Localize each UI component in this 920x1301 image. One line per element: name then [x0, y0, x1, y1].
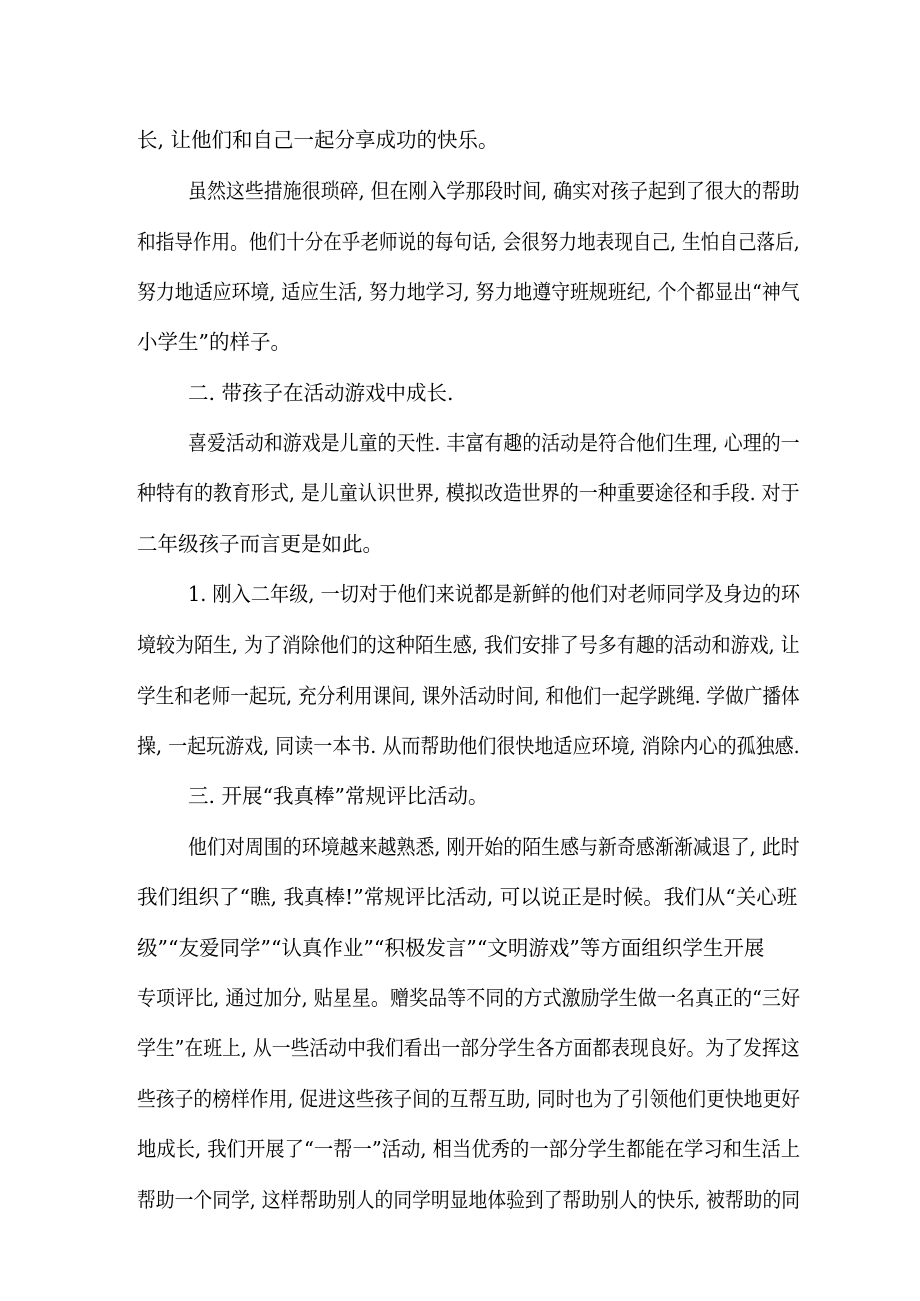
text-line-15: 他们对周围的环境越来越熟悉, 刚开始的陌生感与新奇感渐渐减退了, 此时 — [188, 835, 800, 859]
text-line-11: 境较为陌生, 为了消除他们的这种陌生感, 我们安排了号多有趣的活动和游戏, 让 — [137, 633, 800, 657]
text-line-2: 虽然这些措施很琐碎, 但在刚入学那段时间, 确实对孩子起到了很大的帮助 — [188, 179, 800, 203]
section-heading-3: 三. 开展“我真棒”常规评比活动。 — [188, 784, 489, 808]
text-line-1: 长, 让他们和自己一起分享成功的快乐。 — [137, 128, 499, 152]
text-line-5: 小学生”的样子。 — [137, 330, 291, 354]
text-line-21: 地成长, 我们开展了“一帮一”活动, 相当优秀的一部分学生都能在学习和生活上 — [137, 1137, 801, 1161]
text-line-20: 些孩子的榜样作用, 促进这些孩子间的互帮互助, 同时也为了引领他们更快地更好 — [137, 1087, 801, 1111]
text-line-22: 帮助一个同学, 这样帮助别人的同学明显地体验到了帮助别人的快乐, 被帮助的同 — [137, 1188, 801, 1212]
text-line-4: 努力地适应环境, 适应生活, 努力地学习, 努力地遵守班规班纪, 个个都显出“神气 — [137, 280, 800, 304]
text-line-13: 操, 一起玩游戏, 同读一本书. 从而帮助他们很快地适应环境, 消除内心的孤独感. — [137, 734, 800, 758]
text-line-8: 种特有的教育形式, 是儿童认识世界, 模拟改造世界的一种重要途径和手段. 对于 — [137, 481, 800, 505]
text-line-18: 专项评比, 通过加分, 贴星星。赠奖品等不同的方式激励学生做一名真正的“三好 — [137, 986, 801, 1010]
text-line-10: 1. 刚入二年级, 一切对于他们来说都是新鲜的他们对老师同学及身边的环 — [188, 582, 801, 606]
text-line-7: 喜爱活动和游戏是儿童的天性. 丰富有趣的活动是符合他们生理, 心理的一 — [188, 431, 800, 455]
text-line-19: 学生”在班上, 从一些活动中我们看出一部分学生各方面都表现良好。为了发挥这 — [137, 1036, 800, 1060]
section-heading-2: 二. 带孩子在活动游戏中成长. — [188, 381, 454, 405]
text-line-3: 和指导作用。他们十分在乎老师说的每句话, 会很努力地表现自己, 生怕自己落后, — [137, 230, 800, 254]
text-line-17: 级”“友爱同学”“认真作业”“积极发言”“文明游戏”等方面组织学生开展 — [137, 936, 765, 960]
text-line-12: 学生和老师一起玩, 充分利用课间, 课外活动时间, 和他们一起学跳绳. 学做广播体 — [137, 684, 800, 708]
text-line-16: 我们组织了“瞧, 我真棒!”常规评比活动, 可以说正是时候。我们从“关心班 — [137, 885, 798, 909]
text-line-9: 二年级孩子而言更是如此。 — [137, 532, 383, 556]
